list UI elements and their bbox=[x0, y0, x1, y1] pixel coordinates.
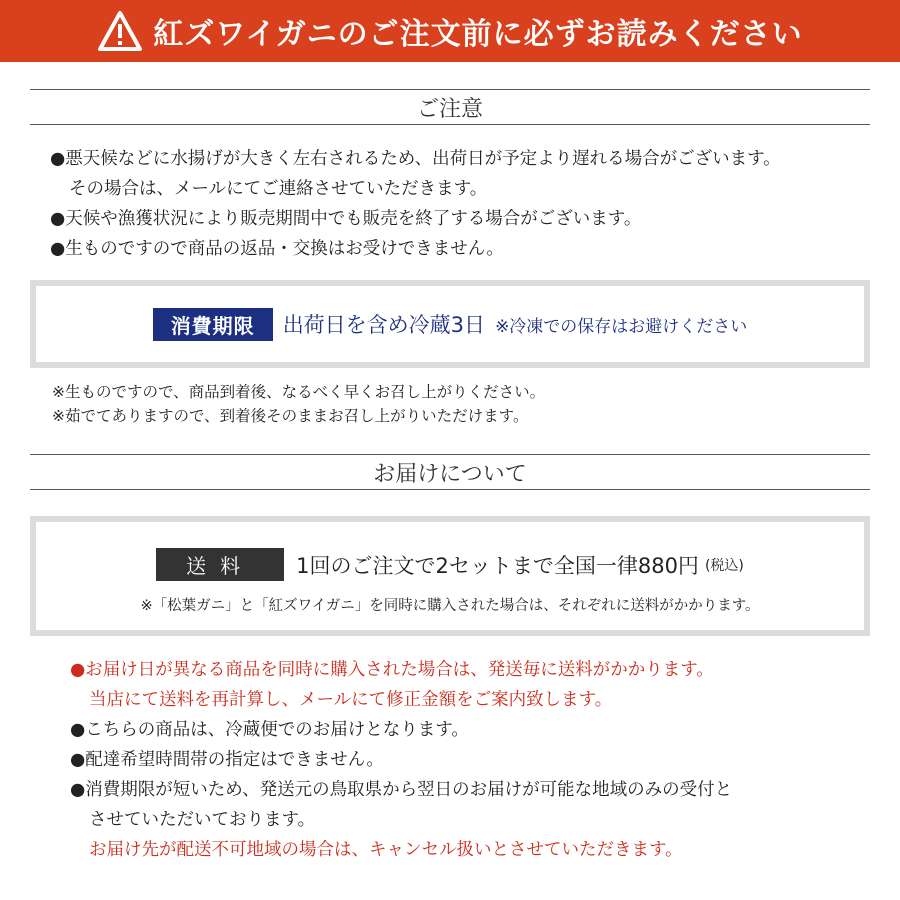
shipping-note: ※「松葉ガニ」と「紅ズワイガニ」を同時に購入された場合は、それぞれに送料がかかります。 bbox=[140, 598, 760, 614]
expiry-notes bbox=[52, 380, 545, 428]
expiry-note: ※冷凍での保存はお避けください bbox=[495, 316, 748, 337]
banner-title: 紅ズワイガニのご注文前に必ずお読みください bbox=[153, 17, 803, 52]
warning-banner bbox=[0, 0, 900, 62]
caution-line-2: その場合は、メールにてご連絡させていただきます。 bbox=[69, 179, 488, 199]
delivery-line-5: ●消費期限が短いため、発送元の鳥取県から翌日のお届けが可能な地域のみの受付と bbox=[70, 780, 733, 800]
shipping-box bbox=[30, 516, 870, 636]
expiry-label: 消費期限 bbox=[153, 308, 273, 341]
delivery-line-1: ●お届け日が異なる商品を同時に購入された場合は、発送毎に送料がかかります。 bbox=[70, 660, 714, 680]
expiry-note-2: ※茹でてありますので、到着後そのままお召し上がりいただけます。 bbox=[52, 407, 529, 425]
shipping-tax: (税込) bbox=[704, 557, 744, 574]
delivery-list bbox=[70, 655, 732, 865]
caution-line-4: ●生ものですので商品の返品・交換はお受けできません。 bbox=[50, 239, 504, 259]
expiry-box bbox=[30, 280, 870, 368]
delivery-line-3: ●こちらの商品は、冷蔵便でのお届けとなります。 bbox=[70, 720, 469, 740]
expiry-note-1: ※生ものですので、商品到着後、なるべく早くお召し上がりください。 bbox=[52, 383, 546, 401]
delivery-title: お届けについて bbox=[373, 461, 527, 487]
delivery-line-4: ●配達希望時間帯の指定はできません。 bbox=[70, 750, 384, 770]
shipping-main-text: 1回のご注文で2セットまで全国一律880円 bbox=[296, 553, 699, 578]
warning-icon bbox=[97, 10, 143, 52]
delivery-line-2: 当店にて送料を再計算し、メールにて修正金額をご案内致します。 bbox=[89, 690, 613, 710]
caution-heading bbox=[30, 89, 870, 125]
caution-line-3: ●天候や漁獲状況により販売期間中でも販売を終了する場合がございます。 bbox=[50, 209, 642, 229]
caution-line-1: ●悪天候などに水揚げが大きく左右されるため、出荷日が予定より遅れる場合がございます。 bbox=[50, 149, 781, 169]
expiry-main-text: 出荷日を含め冷蔵3日 bbox=[282, 313, 486, 337]
delivery-line-6: させていただいております。 bbox=[89, 810, 316, 830]
delivery-line-7: お届け先が配送不可地域の場合は、キャンセル扱いとさせていただきます。 bbox=[89, 840, 683, 860]
shipping-label: 送料 bbox=[156, 548, 284, 581]
caution-title: ご注意 bbox=[416, 96, 483, 122]
caution-list bbox=[50, 144, 781, 264]
delivery-heading bbox=[30, 454, 870, 490]
